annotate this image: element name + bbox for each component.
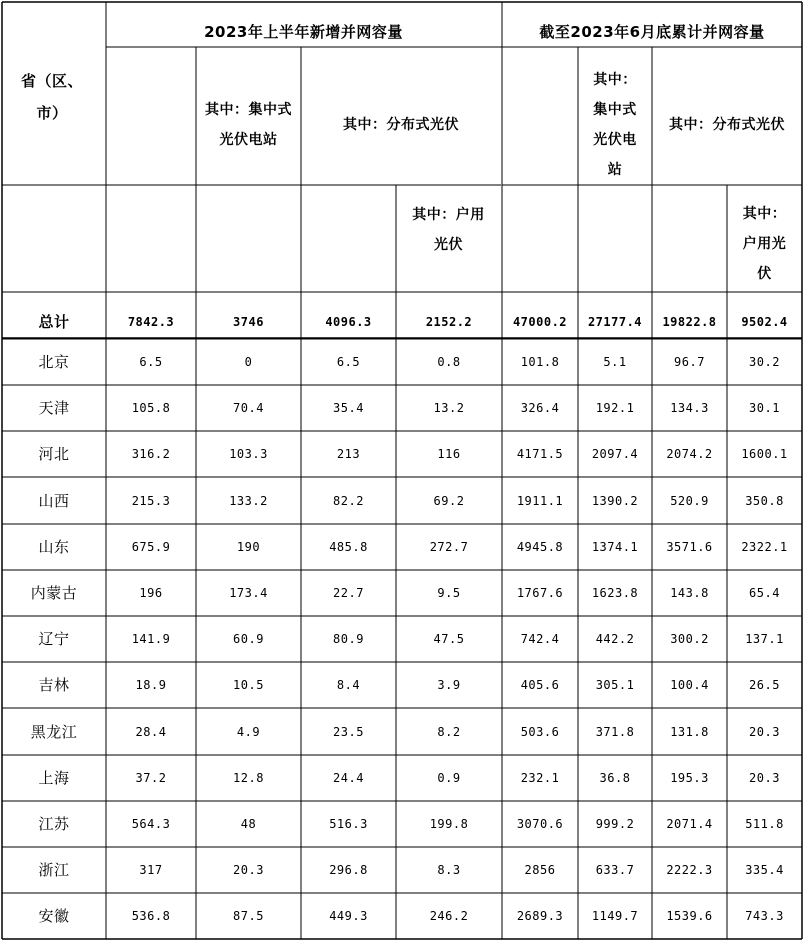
row-value-cell: 1374.1	[591, 540, 639, 554]
row-value-cell: 100.4	[670, 678, 709, 692]
row-value-cell: 4171.5	[516, 447, 564, 461]
row-value-cell: 335.4	[745, 863, 784, 877]
row-value-cell: 3.9	[437, 678, 461, 692]
row-value-cell: 215.3	[131, 493, 171, 508]
total-value-cell: 47000.2	[512, 315, 568, 329]
row-province-name: 河北	[38, 445, 70, 463]
row-province-name: 山西	[38, 491, 70, 510]
row-value-cell: 199.8	[429, 817, 469, 831]
row-province-name: 北京	[38, 353, 70, 371]
row-value-cell: 317	[139, 863, 163, 877]
row-value-cell: 1390.2	[591, 493, 639, 508]
row-value-cell: 190	[236, 540, 261, 554]
row-value-cell: 47.5	[433, 632, 465, 646]
total-value-cell: 9502.4	[741, 315, 788, 329]
row-province-name: 上海	[38, 769, 70, 787]
row-value-cell: 12.8	[233, 771, 264, 785]
row-value-cell: 0.8	[437, 355, 461, 369]
row-value-cell: 69.2	[433, 493, 465, 508]
total-value-cell: 4096.3	[325, 315, 372, 329]
row-value-cell: 131.8	[670, 724, 709, 739]
row-value-cell: 80.9	[333, 632, 364, 646]
row-value-cell: 105.8	[131, 401, 171, 415]
row-value-cell: 23.5	[333, 724, 364, 739]
header-group-new: 2023年上半年新增并网容量	[204, 23, 403, 41]
row-value-cell: 305.1	[595, 678, 635, 692]
row-value-cell: 4945.8	[516, 540, 564, 554]
row-value-cell: 2689.3	[516, 909, 564, 923]
row-value-cell: 485.8	[329, 540, 368, 554]
total-value-cell: 27177.4	[587, 315, 643, 329]
row-value-cell: 87.5	[233, 909, 264, 923]
total-value-cell: 19822.8	[662, 315, 717, 329]
row-province-name: 天津	[38, 399, 70, 417]
row-value-cell: 13.2	[433, 401, 465, 415]
total-value-cell: 2152.2	[425, 315, 473, 329]
row-province-name: 内蒙古	[30, 584, 78, 602]
row-value-cell: 675.9	[131, 540, 171, 554]
row-value-cell: 30.2	[749, 355, 780, 369]
row-province-name: 浙江	[38, 861, 70, 879]
header-province: 省（区、市）	[20, 72, 83, 122]
row-value-cell: 1623.8	[591, 586, 639, 600]
header-new-household: 其中：户用光伏	[412, 207, 485, 253]
row-value-cell: 3571.6	[666, 540, 713, 554]
row-value-cell: 37.2	[135, 771, 167, 785]
row-value-cell: 371.8	[595, 724, 635, 739]
row-value-cell: 2074.2	[666, 447, 713, 461]
row-value-cell: 10.5	[233, 678, 264, 692]
row-value-cell: 246.2	[429, 909, 469, 923]
row-value-cell: 143.8	[670, 586, 709, 600]
row-value-cell: 36.8	[599, 771, 631, 785]
row-value-cell: 536.8	[131, 909, 171, 923]
row-value-cell: 742.4	[520, 632, 560, 646]
row-value-cell: 196	[139, 586, 163, 600]
row-province-name: 山东	[38, 538, 70, 556]
row-value-cell: 133.2	[229, 493, 268, 508]
row-value-cell: 1539.6	[666, 909, 713, 923]
row-value-cell: 503.6	[520, 724, 560, 739]
row-value-cell: 1149.7	[591, 909, 639, 923]
row-value-cell: 22.7	[333, 586, 364, 600]
row-value-cell: 195.3	[670, 771, 709, 785]
row-province-name: 辽宁	[38, 630, 70, 648]
row-value-cell: 20.3	[749, 724, 780, 739]
row-value-cell: 28.4	[135, 724, 167, 739]
row-value-cell: 20.3	[233, 863, 264, 877]
row-value-cell: 35.4	[333, 401, 364, 415]
header-cum-distributed: 其中：分布式光伏	[669, 117, 785, 133]
row-value-cell: 1600.1	[741, 447, 788, 461]
row-value-cell: 192.1	[595, 401, 635, 415]
row-value-cell: 442.2	[595, 632, 635, 646]
row-value-cell: 60.9	[233, 632, 264, 646]
row-value-cell: 9.5	[437, 586, 461, 600]
row-value-cell: 405.6	[520, 678, 560, 692]
row-province-name: 江苏	[38, 815, 70, 833]
row-value-cell: 316.2	[131, 447, 171, 461]
row-value-cell: 20.3	[749, 771, 780, 785]
row-province-name: 吉林	[38, 676, 70, 694]
row-value-cell: 173.4	[229, 586, 268, 600]
row-value-cell: 26.5	[749, 678, 780, 692]
row-value-cell: 8.2	[437, 724, 461, 739]
row-value-cell: 134.3	[670, 401, 709, 415]
row-value-cell: 137.1	[745, 632, 784, 646]
row-value-cell: 96.7	[674, 355, 705, 369]
header-cum-household: 其中：户用光伏	[742, 206, 787, 282]
header-new-distributed: 其中：分布式光伏	[343, 117, 459, 133]
row-value-cell: 300.2	[670, 632, 709, 646]
row-value-cell: 1767.6	[516, 586, 564, 600]
row-value-cell: 516.3	[329, 817, 368, 831]
row-value-cell: 30.1	[749, 401, 780, 415]
row-value-cell: 6.5	[139, 355, 163, 369]
row-value-cell: 4.9	[236, 724, 261, 739]
header-new-central: 其中：集中式光伏电站	[205, 102, 292, 148]
row-value-cell: 511.8	[745, 817, 784, 831]
total-value-cell: 3746	[233, 315, 264, 329]
row-value-cell: 350.8	[745, 493, 784, 508]
row-value-cell: 65.4	[749, 586, 780, 600]
row-value-cell: 24.4	[333, 771, 364, 785]
row-value-cell: 213	[336, 447, 361, 461]
row-value-cell: 633.7	[595, 863, 635, 877]
row-value-cell: 326.4	[520, 401, 560, 415]
row-value-cell: 296.8	[329, 863, 368, 877]
row-value-cell: 1911.1	[516, 493, 564, 508]
header-cum-central: 其中：集中式光伏电站	[593, 72, 637, 178]
row-value-cell: 2322.1	[741, 540, 788, 554]
row-value-cell: 103.3	[229, 447, 268, 461]
row-value-cell: 3070.6	[516, 817, 564, 831]
row-value-cell: 449.3	[329, 909, 368, 923]
total-value-cell: 7842.3	[127, 315, 175, 329]
row-value-cell: 116	[437, 447, 461, 461]
row-value-cell: 520.9	[670, 493, 709, 508]
row-value-cell: 8.4	[336, 678, 361, 692]
row-value-cell: 2071.4	[666, 817, 713, 831]
row-value-cell: 48	[240, 817, 257, 831]
row-value-cell: 272.7	[429, 540, 469, 554]
row-value-cell: 564.3	[131, 817, 171, 831]
row-value-cell: 743.3	[745, 909, 784, 923]
row-value-cell: 2222.3	[666, 863, 713, 877]
row-value-cell: 2097.4	[591, 447, 639, 461]
header-group-cumulative: 截至2023年6月底累计并网容量	[539, 23, 765, 41]
row-province-name: 安徽	[38, 907, 70, 925]
row-value-cell: 70.4	[233, 401, 264, 415]
row-value-cell: 18.9	[135, 678, 167, 692]
row-value-cell: 82.2	[333, 493, 364, 508]
row-value-cell: 0.9	[437, 771, 461, 785]
row-value-cell: 999.2	[595, 817, 635, 831]
row-value-cell: 5.1	[603, 355, 627, 369]
row-value-cell: 232.1	[520, 771, 560, 785]
total-label: 总计	[38, 313, 70, 331]
row-province-name: 黑龙江	[30, 722, 78, 741]
row-value-cell: 0	[244, 355, 253, 369]
row-value-cell: 2856	[524, 863, 556, 877]
row-value-cell: 8.3	[437, 863, 461, 877]
row-value-cell: 141.9	[131, 632, 171, 646]
row-value-cell: 6.5	[336, 355, 361, 369]
row-value-cell: 101.8	[520, 355, 560, 369]
